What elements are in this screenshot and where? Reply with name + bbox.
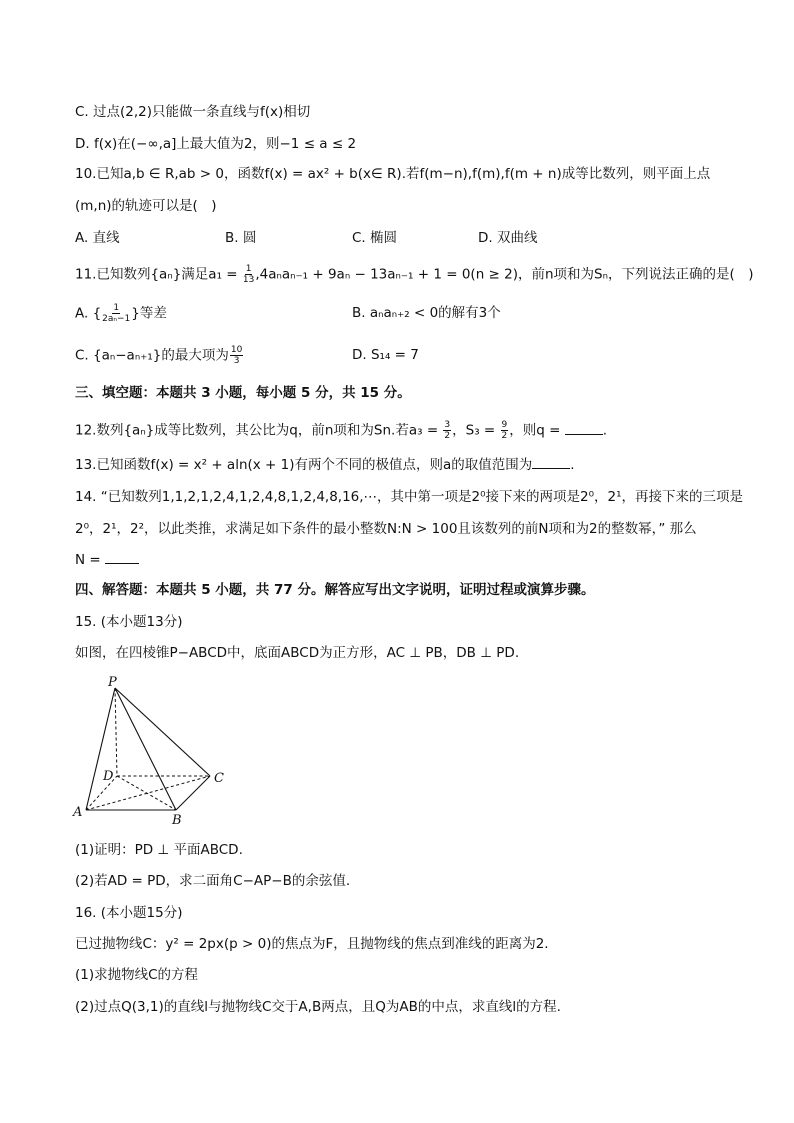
fraction-numerator: 1 — [245, 264, 252, 274]
q13-answer-blank[interactable] — [532, 456, 570, 469]
q15-part2: (2)若AD = PD，求二面角C−AP−B的余弦值. — [75, 873, 351, 889]
edge-PC — [115, 688, 210, 776]
q14-stem-line1: 14. “已知数列1,1,2,1,2,4,1,2,4,8,1,2,4,8,16,⋯，其中第一项是2⁰接下来的两项是2⁰，2¹，再接下来的三项是 — [75, 489, 744, 505]
fraction-numerator: 3 — [444, 420, 451, 430]
fraction-denominator: 2aₙ−1 — [102, 314, 131, 324]
q9-option-d: D. f(x)在(−∞,a]上最大值为2，则−1 ≤ a ≤ 2 — [75, 136, 357, 152]
q13-stem — [75, 455, 575, 475]
q12-stem-pre: 12.数列{aₙ}成等比数列，其公比为q，前n项和为Sn.若a₃ = — [75, 422, 443, 439]
q16-header: 16. (本小题15分) — [75, 905, 183, 921]
q15-part1: (1)证明：PD ⊥ 平面ABCD. — [75, 842, 243, 858]
q11-option-a-fraction — [102, 303, 130, 324]
q14-stem-line2: 2⁰，2¹，2²，以此类推，求满足如下条件的最小整数N:N > 100且该数列的前N项和为2的整数幂，” 那么 — [75, 521, 697, 537]
q10-option-d: D. 双曲线 — [478, 230, 538, 246]
q12-answer-blank[interactable] — [565, 422, 603, 435]
vertex-label-B: B — [172, 813, 182, 828]
vertex-label-P: P — [108, 675, 117, 690]
q11-option-a-post: }等差 — [131, 305, 167, 322]
q11-option-b: B. aₙaₙ₊₂ < 0的解有3个 — [352, 305, 501, 321]
q10-stem-line1: 10.已知a,b ∈ R,ab > 0，函数f(x) = ax² + b(x∈ R).若f(m−n),f(m),f(m + n)成等比数列，则平面上点 — [75, 166, 711, 182]
q12-stem-mid: ，S₃ = — [452, 422, 500, 439]
q12-stem — [75, 420, 607, 441]
edge-PB — [115, 688, 176, 810]
edge-PA — [86, 688, 115, 810]
q11-stem-pre: 11.已知数列{aₙ}满足a₁ = — [75, 266, 242, 283]
q11-a1-fraction — [243, 264, 254, 285]
q11-option-c-fraction — [230, 345, 243, 366]
q13-stem-end: . — [570, 457, 575, 473]
pyramid-figure — [68, 672, 238, 832]
q11-option-c-pre: C. {aₙ−aₙ₊₁}的最大项为 — [75, 347, 229, 364]
q11-option-c — [75, 345, 244, 366]
q10-option-a: A. 直线 — [75, 230, 120, 246]
q9-option-c: C. 过点(2,2)只能做一条直线与f(x)相切 — [75, 104, 311, 120]
vertex-label-D: D — [103, 769, 114, 784]
q12-stem-end: . — [602, 422, 608, 439]
fraction-denominator: 2 — [444, 431, 451, 441]
q14-stem-line3-text: N = — [75, 552, 105, 568]
q15-stem: 如图，在四棱锥P−ABCD中，底面ABCD为正方形，AC ⊥ PB，DB ⊥ PD. — [75, 645, 520, 661]
q12-s3-fraction — [501, 420, 509, 441]
fraction-denominator: 2 — [501, 431, 508, 441]
q11-stem — [75, 264, 754, 285]
q12-stem-post: ，则q = — [509, 422, 565, 439]
q10-option-b: B. 圆 — [225, 230, 257, 246]
q11-option-d: D. S₁₄ = 7 — [352, 347, 419, 363]
fraction-denominator: 13 — [242, 275, 255, 285]
q11-option-a — [75, 303, 167, 324]
vertex-label-A: A — [73, 805, 83, 820]
edge-PD — [115, 688, 117, 776]
section-4-heading: 四、解答题：本题共 5 小题，共 77 分。解答应写出文字说明，证明过程或演算步骤。 — [75, 582, 595, 598]
q16-part2: (2)过点Q(3,1)的直线l与抛物线C交于A,B两点，且Q为AB的中点，求直线l的方程. — [75, 999, 561, 1015]
fraction-numerator: 10 — [230, 345, 243, 355]
q14-answer-blank[interactable] — [105, 551, 139, 564]
vertex-label-C: C — [214, 771, 224, 786]
q11-option-a-pre: A. { — [75, 305, 102, 322]
q14-stem-line3 — [75, 550, 139, 570]
fraction-numerator: 1 — [113, 303, 120, 313]
fraction-denominator: 3 — [233, 356, 240, 366]
q16-stem: 已过抛物线C：y² = 2px(p > 0)的焦点为F，且抛物线的焦点到准线的距离为2. — [75, 936, 549, 952]
q16-part1: (1)求抛物线C的方程 — [75, 967, 199, 983]
section-3-heading: 三、填空题：本题共 3 小题，每小题 5 分，共 15 分。 — [75, 385, 411, 401]
q10-stem-line2: (m,n)的轨迹可以是( ) — [75, 198, 217, 214]
q12-a3-fraction — [443, 420, 451, 441]
fraction-numerator: 9 — [501, 420, 508, 430]
q11-stem-post: ,4aₙaₙ₋₁ + 9aₙ − 13aₙ₋₁ + 1 = 0(n ≥ 2)，前n项和为Sₙ，下列说法正确的是( ) — [255, 266, 754, 283]
q10-option-c: C. 椭圆 — [352, 230, 398, 246]
q15-header: 15. (本小题13分) — [75, 614, 183, 630]
q13-stem-text: 13.已知函数f(x) = x² + aln(x + 1)有两个不同的极值点，则a的取值范围为 — [75, 457, 533, 473]
